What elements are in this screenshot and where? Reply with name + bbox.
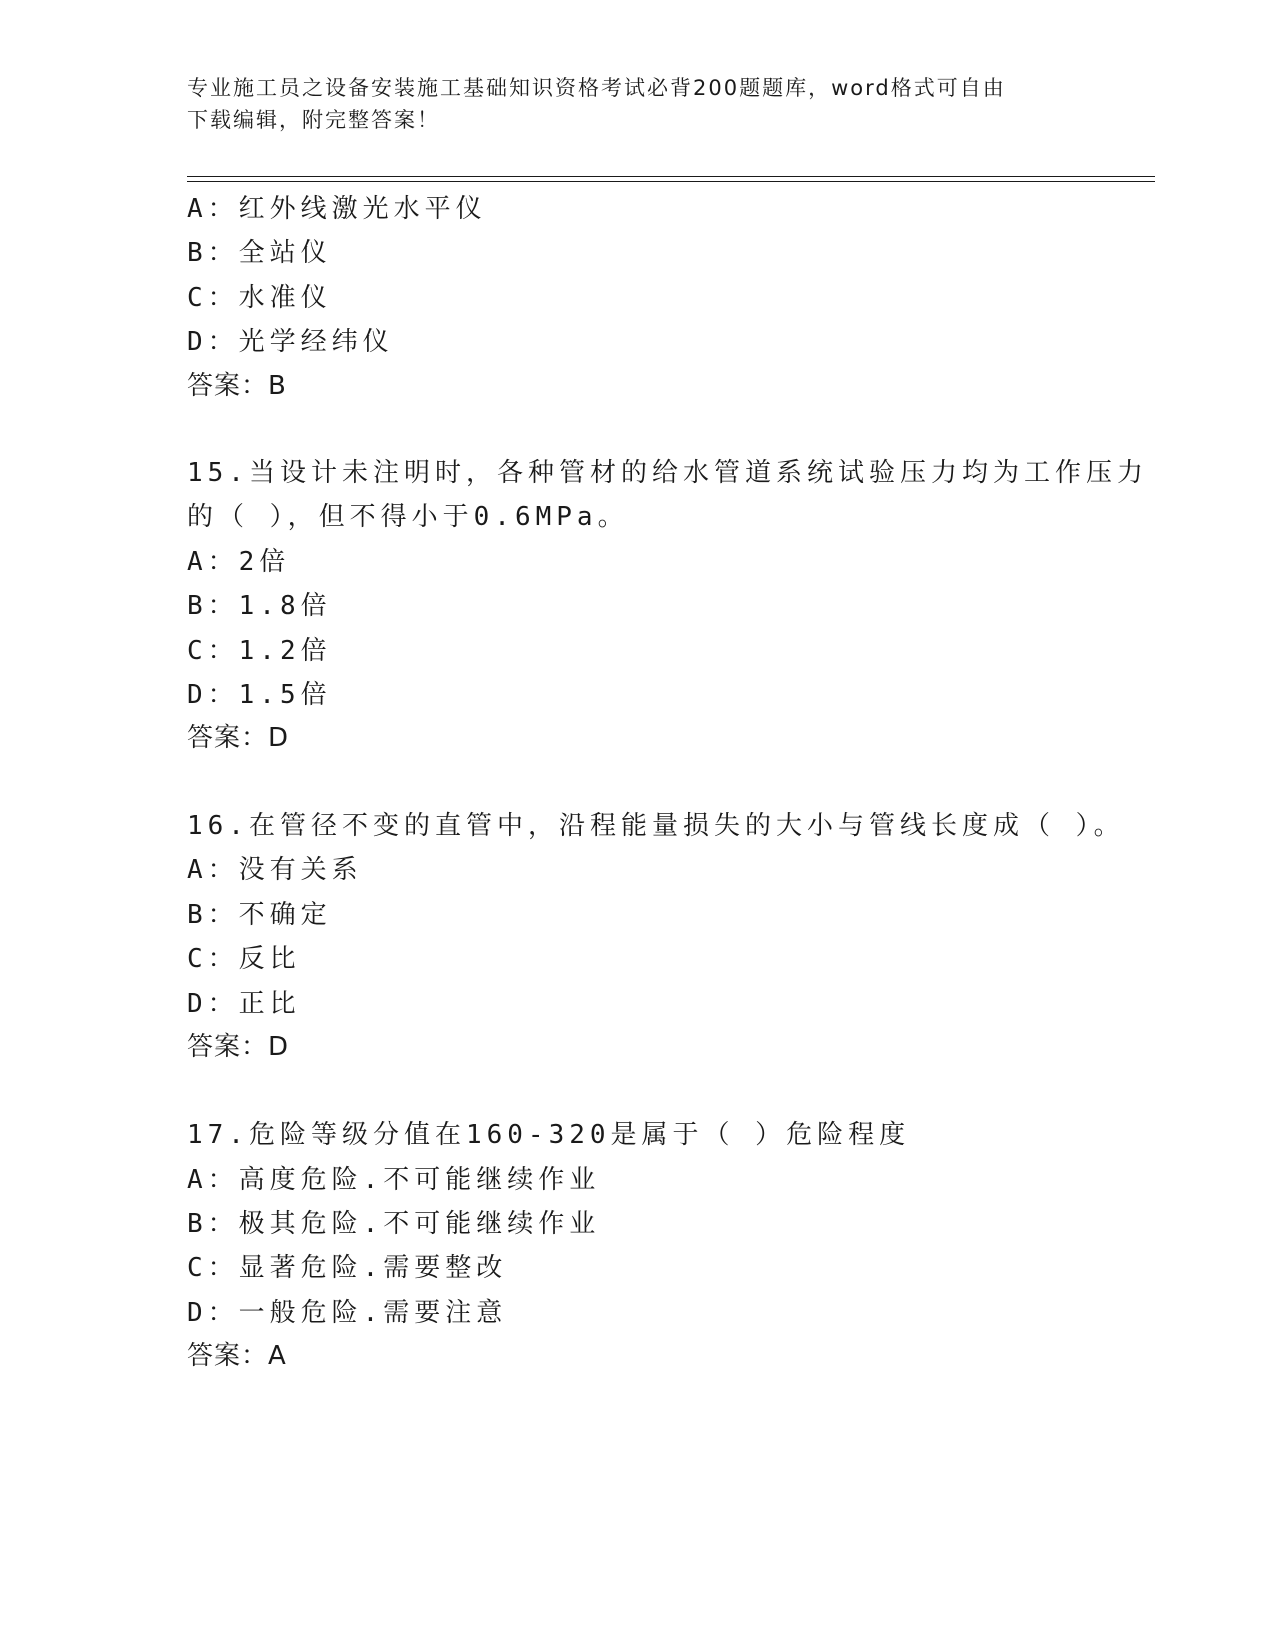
q17-option-b: B：极其危险.不可能继续作业 — [187, 1209, 601, 1239]
q15-option-c: C：1.2倍 — [187, 636, 332, 666]
q16-stem-line-1: 16.在管径不变的直管中，沿程能量损失的大小与管线长度成（ ）。 — [187, 811, 1125, 841]
q17-option-d: D：一般危险.需要注意 — [187, 1298, 508, 1328]
q16-option-a: A：没有关系 — [187, 855, 363, 885]
q15-option-b: B：1.8倍 — [187, 591, 332, 621]
q14-option-c: C：水准仪 — [187, 283, 332, 313]
q16-option-d: D：正比 — [187, 989, 301, 1019]
q16-answer: 答案：D — [187, 1032, 290, 1062]
q15-answer: 答案：D — [187, 723, 290, 753]
q17-stem-line-1: 17.危险等级分值在160-320是属于（ ）危险程度 — [187, 1120, 911, 1150]
q14-option-a: A：红外线激光水平仪 — [187, 194, 487, 224]
document-header — [187, 72, 1087, 136]
header-rule-top — [187, 176, 1155, 177]
q15-stem-line-1: 15.当设计未注明时，各种管材的给水管道系统试验压力均为工作压力 — [187, 458, 1148, 488]
q15-option-a: A：2倍 — [187, 547, 291, 577]
q14-option-b: B：全站仪 — [187, 238, 332, 268]
q14-answer: 答案：B — [187, 371, 287, 401]
q17-answer: 答案：A — [187, 1341, 287, 1371]
q14-option-d: D：光学经纬仪 — [187, 327, 394, 357]
q17-option-a: A：高度危险.不可能继续作业 — [187, 1165, 601, 1195]
q15-stem-line-2: 的（ ），但不得小于0.6MPa。 — [187, 502, 629, 532]
header-rule-bottom — [187, 181, 1155, 182]
q15-option-d: D：1.5倍 — [187, 680, 332, 710]
q16-option-b: B：不确定 — [187, 900, 332, 930]
q17-option-c: C：显著危险.需要整改 — [187, 1253, 508, 1283]
header-line-1: 专业施工员之设备安装施工基础知识资格考试必背200题题库，word格式可自由 — [187, 76, 1006, 100]
q16-option-c: C：反比 — [187, 944, 301, 974]
header-line-2: 下载编辑，附完整答案！ — [187, 108, 440, 132]
